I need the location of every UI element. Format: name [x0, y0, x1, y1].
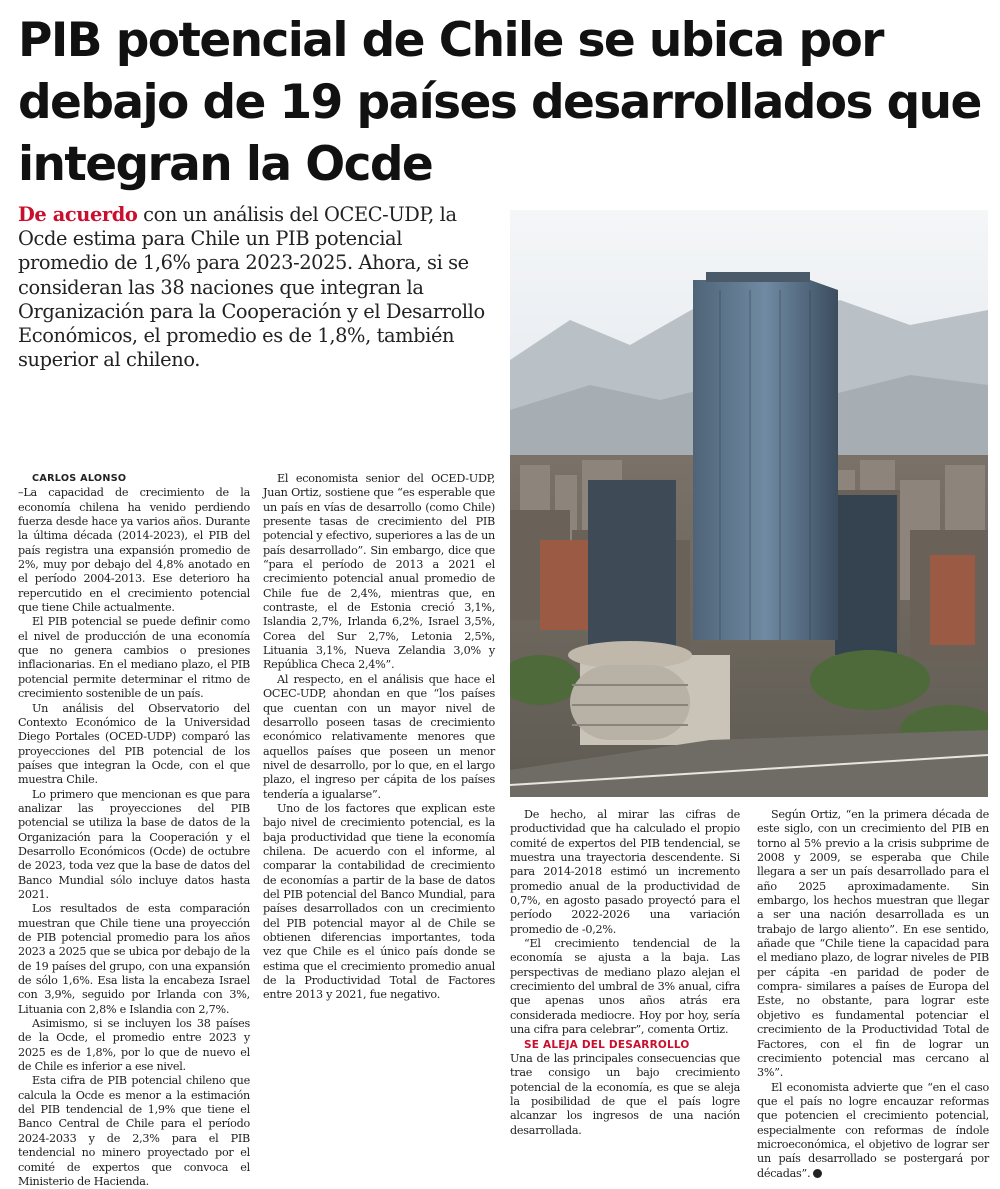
- body-column-1: [18, 472, 250, 1189]
- body-column-2: [263, 472, 495, 1003]
- paragraph-13: Una de las principales consecuencias que trae consigo un bajo crecimiento potencial de la economía, es que se aleja la posibilidad de que el país logre alcanzar los ingresos de una nación desarrollada.: [510, 1051, 740, 1137]
- paragraph-2: El PIB potencial se puede definir como el nivel de producción de una economía que no genera cambios o presiones inflacionarias. En el mediano plazo, el PIB potencial permite determinar el ritmo de crecimiento sostenible de un país.: [18, 615, 250, 701]
- paragraph-7: Esta cifra de PIB potencial chileno que calcula la Ocde es menor a la estimación del PIB tendencial de 1,9% que tiene el Banco Central de Chile para el período 2024-2033 y de 2,3% para el PIB tendencial no minero proyectado por el comité de expertos que convoca el Ministerio de Hacienda.: [18, 1074, 250, 1188]
- santiago-skyline-photo: [510, 210, 988, 797]
- photo-illustration: [510, 210, 988, 797]
- byline: CARLOS ALONSO: [32, 473, 127, 484]
- paragraph-14: Según Ortiz, “en la primera década de este siglo, con un crecimiento del PIB en torno al 5% previo a la crisis subprime de 2008 y 2009, se esperaba que Chile llegara a ser un país desarrollado para el año 2025 aproximadamente. Sin embargo, los hechos muestran que llegar a ser una nación desarrollada es un trabajo de largo aliento”. En ese sentido, añade que “Chile tiene la capacidad para el mediano plazo, de lograr niveles de PIB per cápita -en paridad de poder de compra- similares a países de Europa del Este, no obstante, para lograr este objetivo es fundamental potenciar el crecimiento de la Productividad Total de Factores, con el fin de lograr un crecimiento potencial mas cercano al 3%”.: [757, 808, 989, 1080]
- paragraph-3: Un análisis del Observatorio del Contexto Económico de la Universidad Diego Portales (OCED-UDP) comparó las proyecciones del PIB potencial de los países que integran la Ocde, con el que muestra Chile.: [18, 701, 250, 787]
- paragraph-10: Uno de los factores que explican este bajo nivel de crecimiento potencial, es la baja productividad que tiene la economía chilena. De acuerdo con el informe, al comparar la contabilidad de crecimiento de economías a partir de la base de datos del PIB potencial del Banco Mundial, para países desarrollados con un crecimiento del PIB potencial mayor al de Chile se obtienen diferencias importantes, toda vez que Chile es el único país donde se estima que el crecimiento promedio anual de la Productividad Total de Factores entre 2013 y 2021, fue negativo.: [263, 801, 495, 1002]
- paragraph-8: El economista senior del OCED-UDP, Juan Ortiz, sostiene que “es esperable que un país en vías de desarrollo (como Chile) presente tasas de crecimiento del PIB potencial y efectivo, superiores a las de un país desarrollado”. Sin embargo, dice que “para el período de 2013 a 2021 el crecimiento potencial anual promedio de Chile fue de 2,4%, mientras que, en contraste, el de Estonia creció 3,1%, Islandia 2,7%, Irlanda 6,2%, Israel 3,5%, Corea del Sur 2,7%, Letonia 2,5%, Lituania 3,1%, Nueva Zelandia 3,0% y República Checa 2,4%”.: [263, 472, 495, 672]
- paragraph-11: De hecho, al mirar las cifras de productividad que ha calculado el propio comité de expertos del PIB tendencial, se muestra una trayectoria descendente. Si para 2014-2018 estimó un incremento promedio anual de la productividad de 0,7%, en agosto pasado proyectó para el período 2022-2026 una variación promedio de -0,2%.: [510, 808, 740, 936]
- lead-kicker: De acuerdo: [18, 203, 138, 226]
- body-column-3: [510, 808, 740, 1138]
- paragraph-5: Los resultados de esta comparación muestran que Chile tiene una proyección de PIB potencial promedio para los años 2023 a 2025 que se ubica por debajo de la de 19 países del grupo, con una expansión de sólo 1,6%. Esa lista la encabeza Israel con 3,9%, seguido por Irlanda con 3%, Lituania con 2,8% e Islandia con 2,7%.: [18, 902, 250, 1016]
- section-subhead: SE ALEJA DEL DESARROLLO: [524, 1038, 690, 1051]
- paragraph-12: “El crecimiento tendencial de la economía se ajusta a la baja. Las perspectivas de mediano plazo alejan el crecimiento del umbral de 3% anual, cifra que apenas unos años atrás era considerada mediocre. Hoy por hoy, sería una cifra para celebrar”, comenta Ortiz.: [510, 937, 740, 1037]
- paragraph-4: Lo primero que mencionan es que para analizar las proyecciones del PIB potencial se utiliza la base de datos de la Organización para la Cooperación y el Desarrollo Económicos (Ocde) de octubre de 2023, toda vez que la base de datos del Banco Mundial sólo incluye datos hasta 2021.: [18, 787, 250, 901]
- body-column-4: [757, 808, 989, 1181]
- headline: PIB potencial de Chile se ubica por debajo de 19 países desarrollados que integran la Ocde: [18, 13, 981, 192]
- lead-text: con un análisis del OCEC-UDP, la Ocde estima para Chile un PIB potencial promedio de 1,6% para 2023-2025. Ahora, si se consideran las 38 naciones que integran la Organización para la Cooperación y el Desarrollo Económicos, el promedio es de 1,8%, también superior al chileno.: [18, 203, 485, 372]
- end-of-article-icon: [813, 1169, 822, 1178]
- paragraph-9: Al respecto, en el análisis que hace el OCEC-UDP, ahondan en que “los países que cuentan con un mayor nivel de desarrollo poseen tasas de crecimiento económico relativamente menores que aquellos países que poseen un menor nivel de desarrollo, por lo que, en el largo plazo, el ingreso per cápita de los países tendería a igualarse”.: [263, 672, 495, 801]
- paragraph-1: –La capacidad de crecimiento de la economía chilena ha venido perdiendo fuerza desde hace ya varios años. Durante la última década (2014-2023), el PIB del país registra una expansión promedio de 2%, muy por debajo del 4,8% anotado en el período 2004-2013. Ese deterioro ha repercutido en el crecimiento potencial que tiene Chile actualmente.: [18, 486, 250, 615]
- paragraph-15-text: El economista advierte que “en el caso que el país no logre encauzar reformas que potencien el crecimiento potencial, especialmente con reformas de índole microeconómica, el objetivo de lograr ser un país desarrollado se postergará por décadas”.: [757, 1080, 989, 1180]
- lead-paragraph: [18, 203, 498, 372]
- paragraph-6: Asimismo, si se incluyen los 38 países de la Ocde, el promedio entre 2023 y 2025 es de 1,8%, por lo que de nuevo el de Chile es inferior a ese nivel.: [18, 1017, 250, 1074]
